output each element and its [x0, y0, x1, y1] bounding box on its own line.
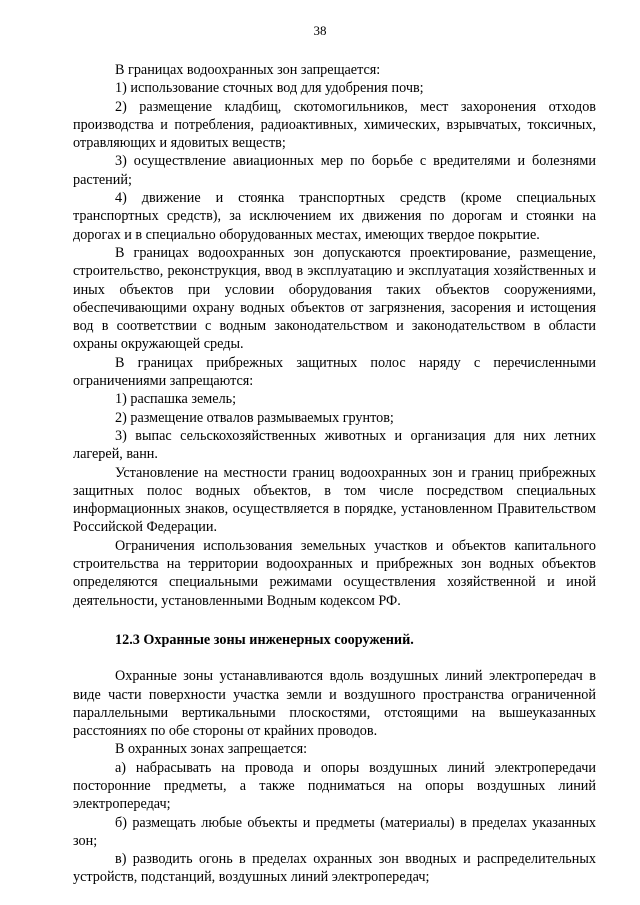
security-zone-prohibitions-intro: В охранных зонах запрещается:	[115, 741, 308, 758]
list-item: 2) размещение отвалов размываемых грунтов;	[115, 409, 394, 426]
water-zone-prohibitions-intro: В границах водоохранных зон запрещается:	[115, 62, 381, 78]
list-item: 3) осуществление авиационных мер по борьбе с вредителями и болезнями растений;	[73, 153, 596, 188]
page-number: 38	[313, 23, 327, 38]
list-item: 1) распашка земель;	[115, 391, 237, 408]
list-item: 2) размещение кладбищ, скотомогильников, мест захоронения отходов производства и потребления, радиоактивных, химических, взрывчатых, токсичных, отравляющих и ядовитых веществ;	[73, 98, 596, 152]
water-zone-permitted-paragraph: В границах водоохранных зон допускаются проектирование, размещение, строительство, реконструкция, ввод в эксплуатацию и эксплуатация хозяйственных и иных объектов при условии оборудования таких объектов сооружениями, обеспечивающими охрану водных объектов от загрязнения, засорения и истощения вод в соответствии с водным законодательством и законодательством в области охраны окружающей среды.	[73, 244, 596, 353]
land-use-restrictions-paragraph: Ограничения использования земельных участков и объектов капитального строительства на территории водоохранных и прибрежных зон водных объектов определяются специальными режимами осуществления хозяйственной и иной деятельности, установленными Водным кодексом РФ.	[73, 537, 596, 609]
list-item: а) набрасывать на провода и опоры воздушных линий электропередачи посторонние предметы, а также подниматься на опоры воздушных линий электропередач;	[73, 759, 596, 813]
section-heading: 12.3 Охранные зоны инженерных сооружений.	[115, 631, 414, 648]
boundary-establishment-paragraph: Установление на местности границ водоохранных зон и границ прибрежных защитных полос водных объектов, в том числе посредством специальных информационных знаков, осуществляется в порядке, установленном Правительством Российской Федерации.	[73, 464, 596, 536]
list-item: в) разводить огонь в пределах охранных зон вводных и распределительных устройств, подстанций, воздушных линий электропередач;	[73, 851, 596, 886]
security-zone-intro-paragraph: Охранные зоны устанавливаются вдоль воздушных линий электропередач в виде части поверхности участка земли и воздушного пространства ограниченной параллельными вертикальными плоскостями, отстоящими на вышеуказанных расстояниях по обе стороны от крайних проводов.	[73, 668, 596, 740]
list-item: б) размещать любые объекты и предметы (материалы) в пределах указанных зон;	[73, 814, 596, 849]
list-item: 1) использование сточных вод для удобрения почв;	[115, 80, 424, 97]
list-item: 3) выпас сельскохозяйственных животных и организация для них летних лагерей, ванн.	[73, 427, 596, 463]
page-content	[73, 61, 596, 887]
list-item: 4) движение и стоянка транспортных средств (кроме специальных транспортных средств), за исключением их движения по дорогам и стоянки на дорогах и в специально оборудованных местах, имеющих твердое покрытие.	[73, 190, 596, 243]
coastal-strip-prohibitions-intro: В границах прибрежных защитных полос наряду с перечисленными ограничениями запрещаются:	[73, 354, 596, 390]
